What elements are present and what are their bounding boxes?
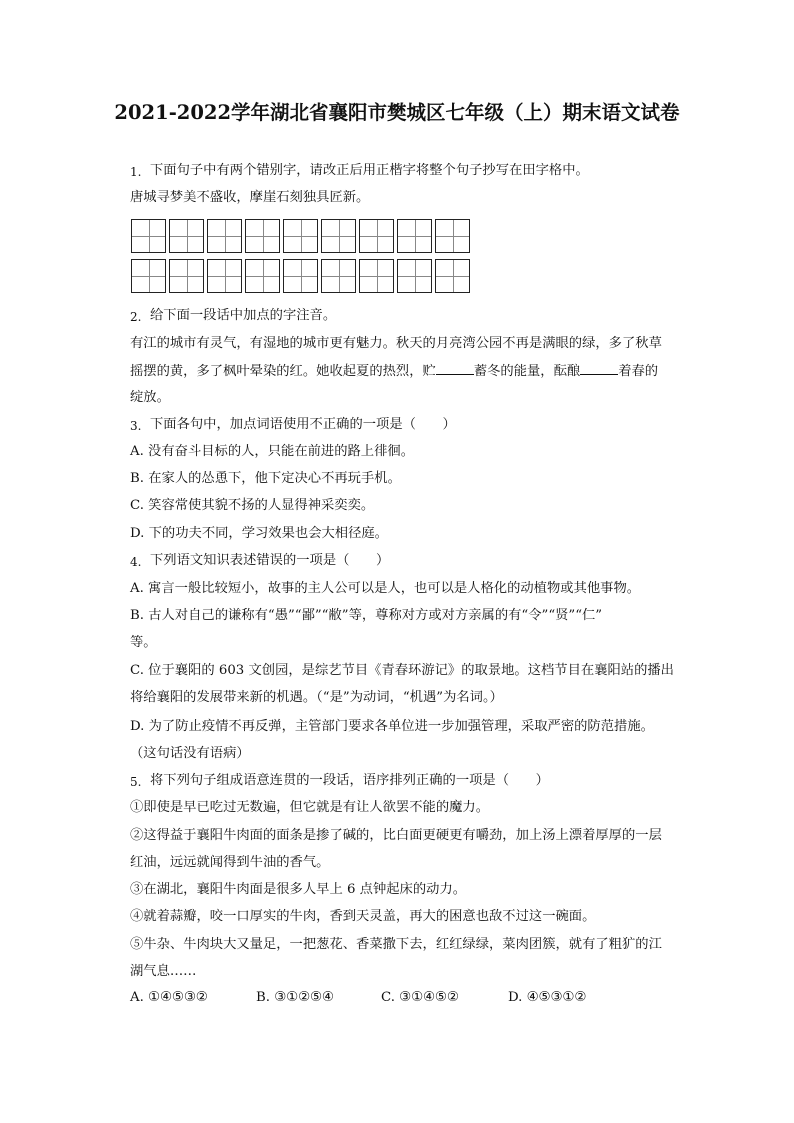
question-5-option-b[interactable]: B. ③①②⑤④ — [256, 990, 334, 1005]
tianzige-cell[interactable] — [131, 219, 166, 253]
tianzige-cell[interactable] — [207, 219, 242, 253]
tianzige-cell[interactable] — [245, 259, 280, 293]
tianzige-grid-row-1[interactable] — [131, 219, 470, 253]
tianzige-cell[interactable] — [245, 219, 280, 253]
question-5-prompt: 将下列句子组成语意连贯的一段话，语序排列正确的一项是（ ） — [150, 773, 549, 788]
question-2-text-part-a: 摇摆的黄，多了枫叶晕染的红。她收起夏的热烈，贮 — [130, 364, 436, 379]
page-title: 2021-2022学年湖北省襄阳市樊城区七年级（上）期末语文试卷 — [114, 101, 680, 124]
tianzige-cell[interactable] — [321, 219, 356, 253]
question-3-option-a[interactable]: A. 没有奋斗目标的人，只能在前进的路上徘徊。 — [130, 444, 414, 459]
tianzige-cell[interactable] — [435, 259, 470, 293]
question-5-option-d[interactable]: D. ④⑤③①② — [508, 990, 587, 1005]
tianzige-cell[interactable] — [359, 219, 394, 253]
question-5-option-c[interactable]: C. ③①④⑤② — [381, 990, 459, 1005]
question-number-4: 4. — [130, 555, 142, 569]
tianzige-cell[interactable] — [283, 219, 318, 253]
question-number-2: 2. — [130, 310, 142, 324]
question-4-option-c-line-2[interactable]: 将给襄阳的发展带来新的机遇。（“是”为动词，“机遇”为名词。） — [130, 690, 503, 705]
tianzige-cell[interactable] — [397, 219, 432, 253]
question-5-sentence-4: ④就着蒜瓣，咬一口厚实的牛肉，香到天灵盖，再大的困意也敌不过这一碗面。 — [130, 909, 596, 924]
question-2-text-part-c: 着春的 — [618, 364, 659, 379]
question-number-3: 3. — [130, 419, 142, 433]
question-4-option-c-line-1[interactable]: C. 位于襄阳的 603 文创园，是综艺节目《青春环游记》的取景地。这档节目在襄阳站的播出 — [130, 663, 674, 678]
question-1-sentence: 唐城寻梦美不盛收，摩崖石刻独具匠新。 — [130, 190, 370, 205]
tianzige-cell[interactable] — [359, 259, 394, 293]
question-5-sentence-3: ③在湖北，襄阳牛肉面是很多人早上 6 点钟起床的动力。 — [130, 882, 467, 897]
question-5-sentence-2-line-1: ②这得益于襄阳牛肉面的面条是掺了碱的，比白面更硬更有嚼劲，加上汤上漂着厚厚的一层 — [130, 828, 662, 843]
question-3-prompt: 下面各句中，加点词语使用不正确的一项是（ ） — [150, 417, 456, 432]
question-4-prompt: 下列语文知识表述错误的一项是（ ） — [150, 553, 390, 568]
question-number-1: 1. — [130, 165, 142, 179]
answer-blank-2[interactable] — [580, 362, 618, 375]
question-5-sentence-1: ①即使是早已吃过无数遍，但它就是有让人欲罢不能的魔力。 — [130, 800, 490, 815]
question-2-text-line-3: 绽放。 — [130, 390, 170, 405]
tianzige-cell[interactable] — [207, 259, 242, 293]
tianzige-cell[interactable] — [435, 219, 470, 253]
question-3-option-b[interactable]: B. 在家人的怂恿下，他下定决心不再玩手机。 — [130, 471, 401, 486]
question-2-prompt: 给下面一段话中加点的字注音。 — [150, 308, 337, 323]
tianzige-cell[interactable] — [397, 259, 432, 293]
question-2-text-part-b: 蓄冬的能量，酝酿 — [473, 364, 581, 379]
question-3-option-d[interactable]: D. 下的功夫不同，学习效果也会大相径庭。 — [130, 526, 388, 541]
question-4-option-d-line-1[interactable]: D. 为了防止疫情不再反弹，主管部门要求各单位进一步加强管理，采取严密的防范措施。 — [130, 719, 654, 734]
question-5-sentence-5-line-2: 湖气息…… — [130, 964, 197, 979]
question-5-sentence-2-line-2: 红油，远远就闻得到牛油的香气。 — [130, 855, 330, 870]
question-4-option-b-line-1[interactable]: B. 古人对自己的谦称有“愚”“鄙”“敝”等，尊称对方或对方亲属的有“令”“贤”“仁” — [130, 608, 603, 623]
question-4-option-b-line-2[interactable]: 等。 — [130, 635, 157, 650]
tianzige-cell[interactable] — [169, 219, 204, 253]
tianzige-cell[interactable] — [169, 259, 204, 293]
question-5-sentence-5-line-1: ⑤牛杂、牛肉块大又量足，一把葱花、香菜撒下去，红红绿绿，菜肉团簇，就有了粗犷的江 — [130, 937, 662, 952]
question-3-option-c[interactable]: C. 笑容常使其貌不扬的人显得神采奕奕。 — [130, 498, 375, 513]
tianzige-cell[interactable] — [321, 259, 356, 293]
tianzige-cell[interactable] — [283, 259, 318, 293]
answer-blank-1[interactable] — [436, 362, 474, 375]
question-4-option-a[interactable]: A. 寓言一般比较短小，故事的主人公可以是人，也可以是人格化的动植物或其他事物。 — [130, 581, 641, 596]
question-number-5: 5. — [130, 775, 142, 789]
question-5-option-a[interactable]: A. ①④⑤③② — [130, 990, 208, 1005]
question-2-text-line-1: 有江的城市有灵气，有湿地的城市更有魅力。秋天的月亮湾公园不再是满眼的绿，多了秋草 — [130, 336, 662, 351]
tianzige-cell[interactable] — [131, 259, 166, 293]
question-2-text-line-2 — [130, 362, 658, 381]
question-1-prompt: 下面句子中有两个错别字，请改正后用正楷字将整个句子抄写在田字格中。 — [150, 163, 589, 178]
question-4-option-d-line-2[interactable]: （这句话没有语病） — [130, 746, 250, 761]
tianzige-grid-row-2[interactable] — [131, 259, 470, 293]
